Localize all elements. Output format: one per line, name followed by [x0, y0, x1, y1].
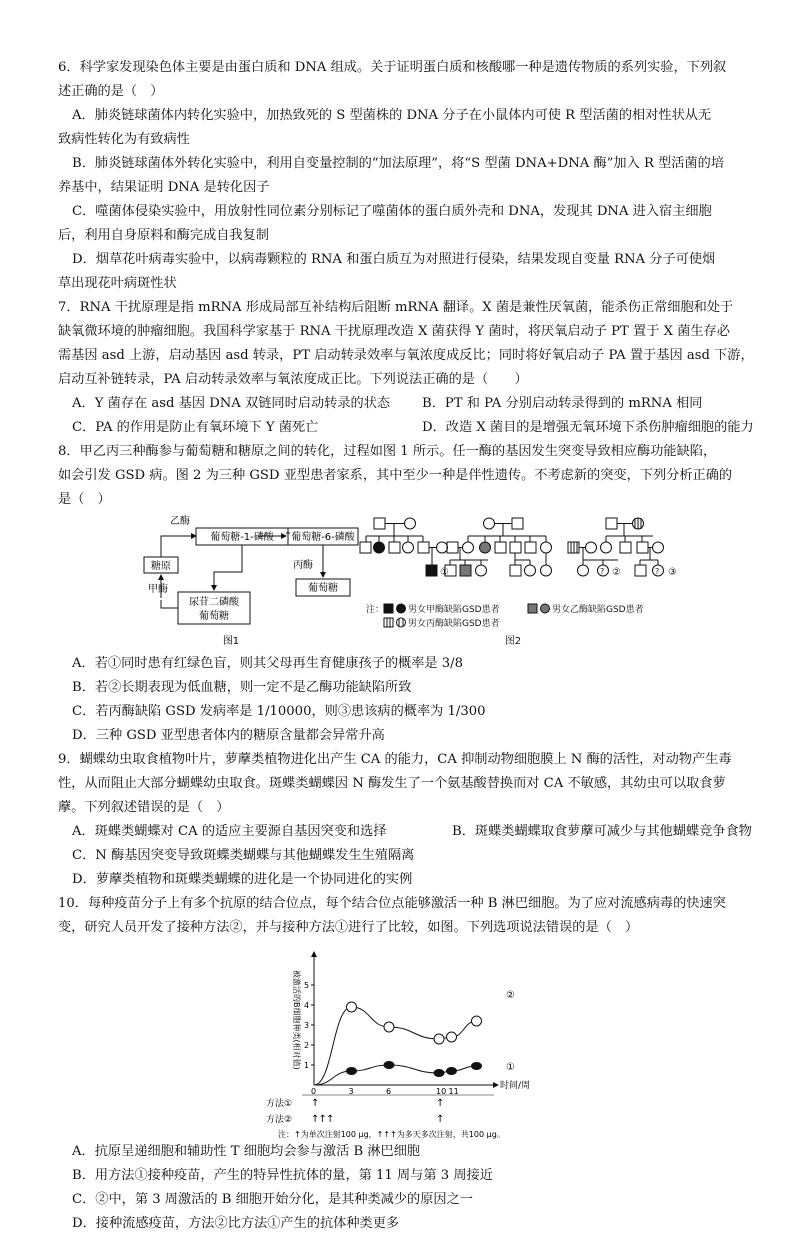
q10-option-c: C．②中，第 3 周激活的 B 细胞开始分化，是其种类减少的原因之一 — [72, 1192, 473, 1207]
q6-stem-line2: 述正确的是（ ） — [58, 84, 164, 99]
fig1-g6p-label: 葡萄糖-6-磷酸 — [291, 532, 355, 543]
q10-y-tick-label: 2 — [304, 1041, 310, 1050]
q10-point-method1 — [384, 1061, 395, 1069]
question-6 — [58, 56, 758, 296]
fig1-jia-label: 甲酶 — [148, 584, 168, 595]
legend-jia-text: 男女甲酶缺陷GSD患者 — [408, 605, 500, 615]
q10-stem-line2: 变，研究人员开发了接种方法②，并与接种方法①进行了比较，如图。下列选项说法错误的是（ ） — [58, 920, 639, 935]
q10-injection-arrow-single: ↑ — [436, 1098, 445, 1109]
q10-injection-arrow-single: ↑ — [311, 1098, 320, 1109]
q8-stem-line2: 如会引发 GSD 病。图 2 为三种 GSD 亚型患者家系，其中至少一种是伴性遗传。不考虑新的突变，下列分析正确的 — [58, 468, 733, 483]
q7-stem-line1: 7．RNA 干扰原理是指 mRNA 形成局部互补结构后阻断 mRNA 翻译。X 菌是兼性厌氧菌，能杀伤正常细胞和处于 — [58, 300, 734, 315]
q10-curve2-label: ② — [506, 990, 515, 1001]
legend-yi-female — [541, 604, 550, 613]
q10-chart-svg — [58, 940, 758, 1140]
q10-point-method2 — [384, 1022, 394, 1032]
q10-injection-arrow-multi: ↑ — [326, 1114, 335, 1125]
fig2-caption: 图2 — [504, 636, 522, 647]
legend-yi-text: 男女乙酶缺陷GSD患者 — [552, 605, 644, 615]
q10-curve1-label: ① — [506, 1062, 515, 1073]
q8-option-b: B．若②长期表现为低血糖，则一定不是乙酶功能缺陷所致 — [72, 680, 412, 695]
q10-point-method2 — [447, 1032, 457, 1042]
q10-injection-arrow-multi: ↑ — [311, 1114, 320, 1125]
q7-option-d: D．改造 X 菌目的是增强无氧环境下杀伤肿瘤细胞的能力 — [422, 420, 754, 435]
question-9 — [58, 748, 758, 892]
q10-point-method1 — [471, 1062, 482, 1070]
q10-option-a: A．抗原呈递细胞和辅助性 T 细胞均会参与激活 B 淋巴细胞 — [72, 1144, 421, 1159]
q7-option-c: C．PA 的作用是防止有氧环境下 Y 菌死亡 — [72, 420, 319, 435]
f1-patient-1 — [426, 565, 437, 576]
figure-1-pathway — [144, 514, 358, 647]
fig1-yi-label: 乙酶 — [170, 516, 190, 527]
q10-x-tick-label: 0 — [311, 1087, 317, 1096]
q7-option-a: A．Y 菌存在 asd 基因 DNA 双链同时启动转录的状态 — [72, 396, 391, 411]
q8-option-a: A．若①同时患有红绿色盲，则其父母再生育健康孩子的概率是 3/8 — [72, 656, 463, 671]
q8-figures — [58, 512, 758, 652]
marker-3: ③ — [668, 567, 677, 578]
exam-page — [58, 56, 758, 1236]
q10-point-method1 — [346, 1067, 357, 1075]
question-8 — [58, 440, 758, 748]
fig1-caption: 图1 — [222, 636, 240, 647]
q7-stem-line3: 需基因 asd 上游，启动基因 asd 转录，PT 启动转录效率与氧浓度成反比；同时将好氧启动子 PA 置于基因 asd 下游， — [58, 348, 754, 363]
q10-point-method2 — [472, 1016, 482, 1026]
q10-x-tick-label: 10 — [436, 1087, 447, 1096]
q6-option-c: C．噬菌体侵染实验中，用放射性同位素分别标记了噬菌体的蛋白质外壳和 DNA，发现其 DNA 进入宿主细胞 — [72, 204, 712, 219]
marker-2: ② — [612, 567, 621, 578]
q6-option-d: D．烟草花叶病毒实验中，以病毒颗粒的 RNA 和蛋白质互为对照进行侵染，结果发现自变量 RNA 分子可使烟 — [72, 252, 716, 267]
q6-stem-line1: 6．科学家发现染色体主要是由蛋白质和 DNA 组成。关于证明蛋白质和核酸哪一种是遗传物质的系列实验，下列叙 — [58, 60, 727, 75]
q9-stem-line2: 性，从而阻止大部分蝴蝶幼虫取食。斑蝶类蝴蝶因 N 酶发生了一个氨基酸替换而对 CA 不敏感，其幼虫可以取食萝 — [58, 776, 726, 791]
q7-option-b: B．PT 和 PA 分别启动转录得到的 mRNA 相同 — [422, 396, 703, 411]
legend-yi-male — [528, 604, 537, 613]
q10-stem-line1: 10．每种疫苗分子上有多个抗原的结合位点，每个结合位点能够激活一种 B 淋巴细胞。为了应对流感病毒的快速突 — [58, 896, 726, 911]
fig1-g1p-label: 葡萄糖-1-磷酸 — [210, 532, 274, 543]
q6-option-b-cont: 养基中，结果证明 DNA 是转化因子 — [58, 180, 270, 195]
question-mark-2: ? — [655, 567, 660, 576]
q10-option-d: D．接种流感疫苗，方法②比方法①产生的抗体种类更多 — [72, 1216, 400, 1231]
q10-y-axis-label: 被激活的B细胞种类(相对值) — [292, 970, 301, 1070]
q10-y-tick-label: 4 — [304, 1001, 310, 1010]
marker-1: ① — [440, 567, 449, 578]
fig1-bing-label: 丙酶 — [293, 560, 313, 571]
q10-injection-arrow-single: ↑ — [436, 1114, 445, 1125]
legend-jia-female — [397, 604, 406, 613]
q9-stem-line1: 9．蝴蝶幼虫取食植物叶片，萝藦类植物进化出产生 CA 的能力，CA 抑制动物细胞膜上 N 酶的活性，对动物产生毒 — [58, 752, 732, 767]
q7-stem-line4: 启动互补链转录，PA 启动转录效率与氧浓度成正比。下列说法正确的是（ ） — [58, 372, 528, 387]
f1-father — [374, 518, 385, 529]
q9-option-a: A．斑蝶类蝴蝶对 CA 的适应主要源自基因突变和选择 — [72, 824, 387, 839]
legend-bing-text: 男女丙酶缺陷GSD患者 — [408, 619, 500, 629]
fig1-udpg-label-2: 葡萄糖 — [199, 611, 229, 622]
q10-x-tick-label: 3 — [348, 1087, 354, 1096]
q10-method1-label: 方法① — [266, 1099, 293, 1109]
q8-stem-line3: 是（ ） — [58, 492, 111, 507]
q10-injection-arrow-multi: ↑ — [318, 1114, 327, 1125]
q6-option-d-cont: 草出现花叶病斑性状 — [58, 276, 177, 291]
fig1-udpg-label-1: 尿苷二磷酸 — [189, 597, 239, 608]
legend-bing-male — [384, 618, 393, 627]
q9-option-c: C．N 酶基因突变导致斑蝶类蝴蝶与其他蝴蝶发生生殖隔离 — [72, 848, 415, 863]
legend-prefix: 注： — [366, 605, 385, 615]
q10-point-method2 — [434, 1034, 444, 1044]
f1-mother — [405, 518, 416, 529]
q6-option-c-cont: 后，利用自身原料和酶完成自我复制 — [58, 228, 269, 243]
q10-point-method1 — [434, 1069, 445, 1077]
question-mark-1: ? — [600, 567, 605, 576]
q10-x-axis-label: 时间/周 — [500, 1081, 531, 1091]
q7-options-row2 — [58, 416, 758, 440]
q8-option-d: D．三种 GSD 亚型患者体内的糖原含量都会异常升高 — [72, 728, 385, 743]
q10-option-b: B．用方法①接种疫苗，产生的特异性抗体的量，第 11 周与第 3 周接近 — [72, 1168, 493, 1183]
q8-option-c: C．若丙酶缺陷 GSD 发病率是 1/10000，则③患该病的概率为 1/300 — [72, 704, 486, 719]
q6-option-a-cont: 致病性转化为有致病性 — [58, 132, 190, 147]
q6-option-a: A．肺炎链球菌体内转化实验中，加热致死的 S 型菌株的 DNA 分子在小鼠体内可使 R 型活菌的相对性状从无 — [72, 108, 712, 123]
q7-options-row1 — [58, 392, 758, 416]
q10-point-method1 — [446, 1067, 457, 1075]
q9-option-d: D．萝藦类植物和斑蝶类蝴蝶的进化是一个协同进化的实例 — [72, 872, 413, 887]
figure-2-pedigree — [360, 518, 677, 647]
q10-y-tick-label: 3 — [304, 1021, 310, 1030]
q10-figure-note: 注：↑为单次注射100 μg，↑↑↑为多天多次注射，共100 μg。 — [278, 1130, 505, 1139]
q9-option-b: B．斑蝶类蝴蝶取食萝藦可减少与其他蝴蝶竞争食物 — [452, 824, 752, 839]
q10-method2-label: 方法② — [266, 1115, 293, 1125]
fig1-glucose-label: 葡萄糖 — [308, 583, 338, 594]
legend-jia-male — [384, 604, 393, 613]
legend-bing-female — [397, 618, 406, 627]
q10-figure — [58, 940, 758, 1140]
q10-x-tick-label: 6 — [386, 1087, 392, 1096]
q6-option-b: B．肺炎链球菌体外转化实验中，利用自变量控制的“加法原理”，将“S 型菌 DNA+DNA 酶”加入 R 型活菌的培 — [72, 156, 725, 171]
q10-point-method2 — [347, 1002, 357, 1012]
q9-stem-line3: 藦。下列叙述错误的是（ ） — [58, 800, 230, 815]
q8-figure-svg — [58, 512, 758, 652]
q9-options-row1 — [58, 820, 758, 844]
q10-y-tick-label: 5 — [304, 981, 310, 990]
fig1-glycogen-label: 糖原 — [151, 561, 171, 572]
q10-x-tick-label: 11 — [448, 1087, 459, 1096]
q8-stem-line1: 8．甲乙丙三种酶参与葡萄糖和糖原之间的转化，过程如图 1 所示。任一酶的基因发生突变导致相应酶功能缺陷， — [58, 444, 717, 459]
question-7 — [58, 296, 758, 440]
q10-y-tick-label: 1 — [304, 1061, 310, 1070]
q7-stem-line2: 缺氧微环境的肿瘤细胞。我国科学家基于 RNA 干扰原理改造 X 菌获得 Y 菌时，将厌氧启动子 PT 置于 X 菌生存必 — [58, 324, 730, 339]
question-10 — [58, 892, 758, 1236]
